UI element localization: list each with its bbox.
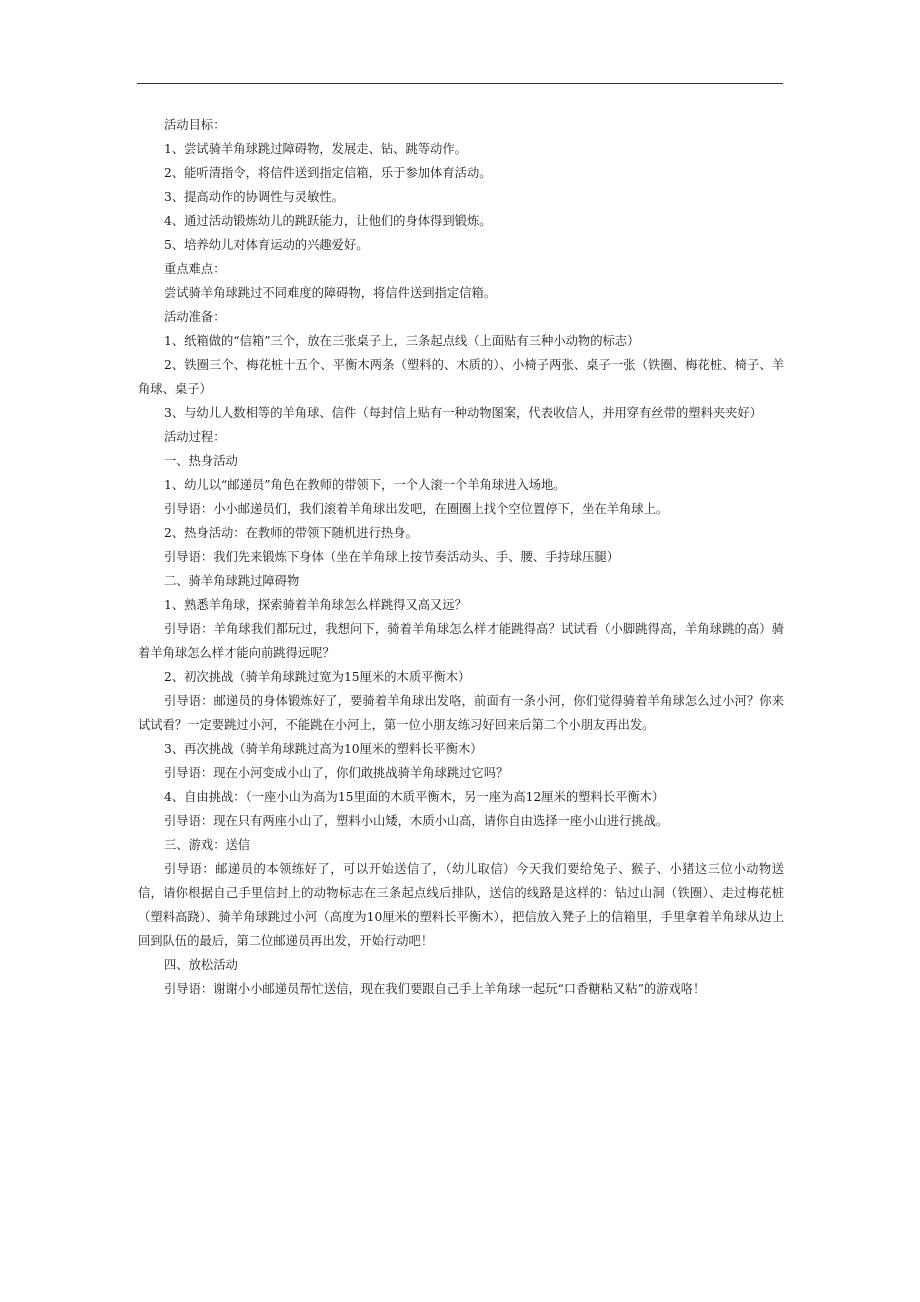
heading-preparation: 活动准备： (164, 310, 226, 324)
document-body (138, 113, 784, 1001)
goal-item: 5、培养幼儿对体育运动的兴趣爱好。 (164, 238, 369, 252)
preparation-item: 3、与幼儿人数相等的羊角球、信件（每封信上贴有一种动物图案，代表收信人，并用穿有丝带的塑料夹夹好） (164, 406, 763, 420)
section-heading: 二、骑羊角球跳过障碍物 (164, 574, 300, 588)
section-heading: 四、放松活动 (164, 958, 238, 972)
guide-text: 引导语：羊角球我们都玩过，我想问下，骑着羊角球怎么样才能跳得高？试试看（小脚跳得高，羊角球跳的高）骑着羊角球怎么样才能向前跳得远呢？ (138, 622, 784, 660)
guide-text: 引导语：邮递员的身体锻炼好了，要骑着羊角球出发咯，前面有一条小河，你们觉得骑着羊角球怎么过小河？你来试试看？一定要跳过小河，不能跳在小河上，第一位小朋友练习好回来后第二个小朋友再出发。 (138, 694, 784, 732)
guide-text: 引导语：邮递员的本领练好了，可以开始送信了，（幼儿取信）今天我们要给兔子、猴子、小猪这三位小动物送信，请你根据自己手里信封上的动物标志在三条起点线后排队，送信的线路是这样的：钻过山洞（铁圈）、走过梅花桩（塑料高跷）、骑羊角球跳过小河（高度为10厘米的塑料长平衡木），把信放入凳子上的信箱里，手里拿着羊角球从边上回到队伍的最后，第二位邮递员再出发，开始行动吧！ (138, 862, 784, 948)
goal-item: 1、尝试骑羊角球跳过障碍物，发展走、钻、跳等动作。 (164, 142, 467, 156)
heading-key-points: 重点难点： (164, 262, 226, 276)
process-step: 1、幼儿以“邮递员”角色在教师的带领下，一个人滚一个羊角球进入场地。 (164, 478, 566, 492)
process-step: 1、熟悉羊角球，探索骑着羊角球怎么样跳得又高又远？ (164, 598, 467, 612)
header-rule (137, 83, 783, 84)
goal-item: 4、通过活动锻炼幼儿的跳跃能力，让他们的身体得到锻炼。 (164, 214, 492, 228)
guide-text: 引导语：我们先来锻炼下身体（坐在羊角球上按节奏活动头、手、腰、手持球压腿） (164, 550, 619, 564)
goal-item: 2、能听清指令，将信件送到指定信箱，乐于参加体育活动。 (164, 166, 492, 180)
guide-text: 引导语：现在小河变成小山了，你们敢挑战骑羊角球跳过它吗？ (164, 766, 509, 780)
process-step: 2、初次挑战（骑羊角球跳过宽为15厘米的木质平衡木） (164, 670, 471, 684)
section-heading: 三、游戏：送信 (164, 838, 251, 852)
guide-text: 引导语：谢谢小小邮递员帮忙送信，现在我们要跟自己手上羊角球一起玩“口香糖粘又粘”的游戏咯！ (164, 982, 706, 996)
heading-goals: 活动目标： (164, 118, 226, 132)
process-step: 2、热身活动：在教师的带领下随机进行热身。 (164, 526, 418, 540)
guide-text: 引导语：小小邮递员们，我们滚着羊角球出发吧，在圈圈上找个空位置停下，坐在羊角球上。 (164, 502, 669, 516)
heading-process: 活动过程： (164, 430, 226, 444)
goal-item: 3、提高动作的协调性与灵敏性。 (164, 190, 344, 204)
guide-text: 引导语：现在只有两座小山了，塑料小山矮，木质小山高，请你自由选择一座小山进行挑战。 (164, 814, 669, 828)
section-heading: 一、热身活动 (164, 454, 238, 468)
preparation-item: 2、铁圈三个、梅花桩十五个、平衡木两条（塑料的、木质的）、小椅子两张、桌子一张（铁圈、梅花桩、椅子、羊角球、桌子） (138, 358, 784, 396)
preparation-item: 1、纸箱做的“信箱”三个，放在三张桌子上，三条起点线（上面贴有三种小动物的标志） (164, 334, 640, 348)
process-step: 4、自由挑战：（一座小山为高为15里面的木质平衡木，另一座为高12厘米的塑料长平衡木） (164, 790, 665, 804)
process-step: 3、再次挑战（骑羊角球跳过高为10厘米的塑料长平衡木） (164, 742, 483, 756)
key-point-text: 尝试骑羊角球跳过不同难度的障碍物，将信件送到指定信箱。 (164, 286, 497, 300)
